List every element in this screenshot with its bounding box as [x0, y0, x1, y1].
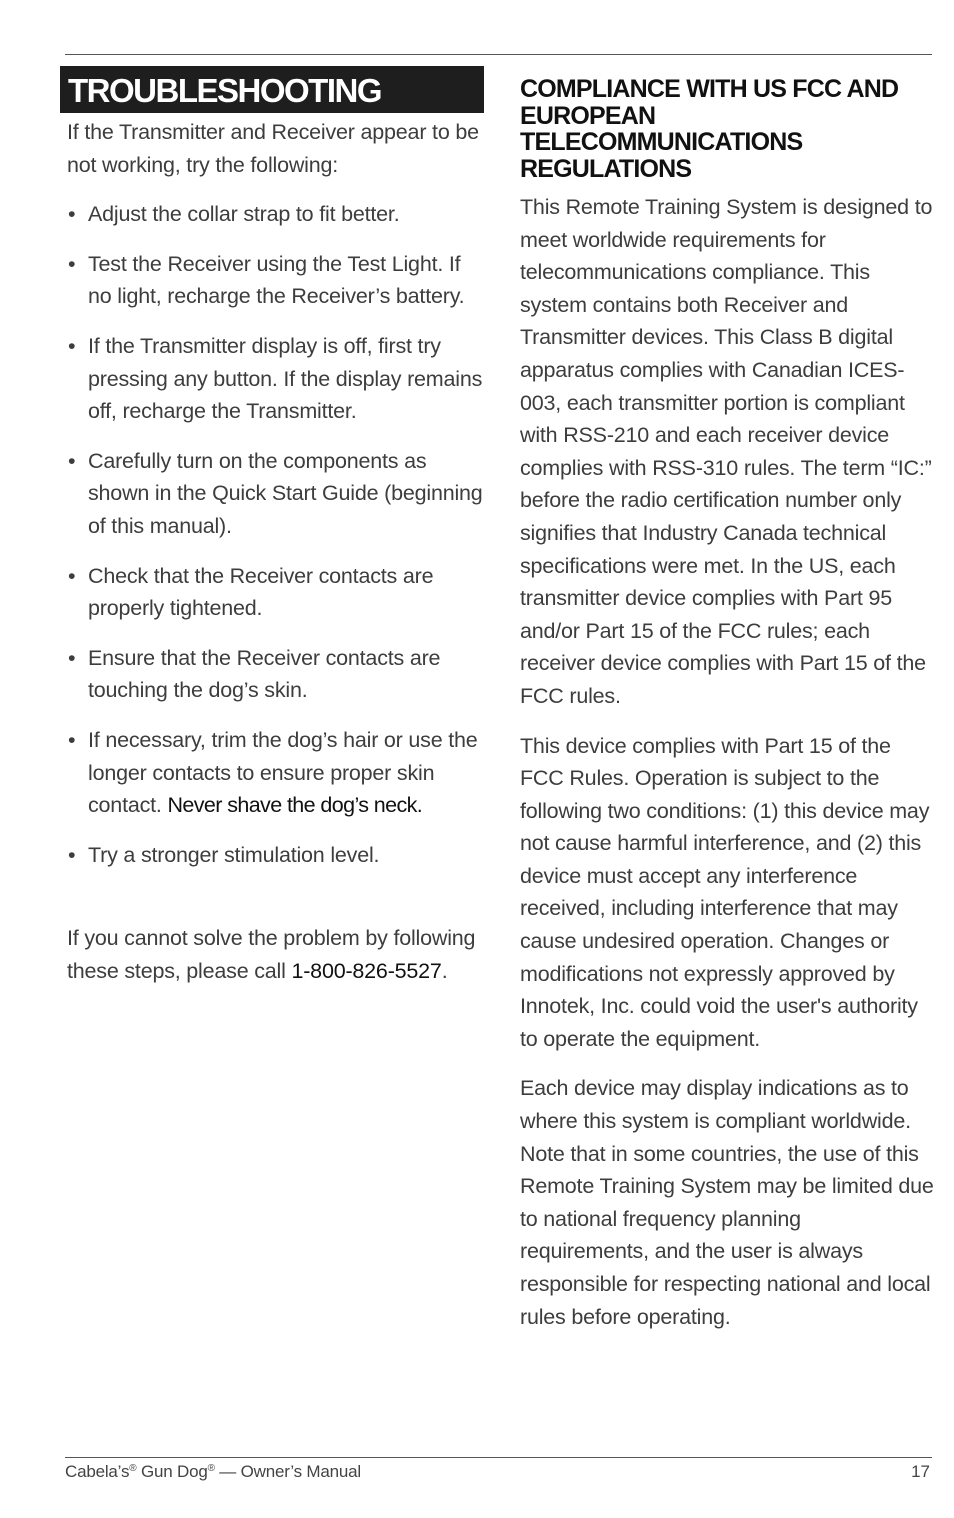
troubleshooting-list [67, 198, 484, 871]
support-paragraph [67, 922, 484, 987]
support-text-end: . [441, 958, 448, 983]
list-item: • Carefully turn on the components as shown in the Quick Start Guide (beginning of this manual). [67, 445, 484, 543]
page-number: 17 [911, 1462, 930, 1481]
compliance-paragraph: This device complies with Part 15 of the FCC Rules. Operation is subject to the following two conditions: (1) this device may not cause harmful interference, and (2) this device must accept any interference received, including interference that may cause undesired operation. Changes or modifications not expressly approved by Innotek, Inc. could void the user's authority to operate the equipment. [520, 733, 930, 1051]
footer-product: Gun Dog [136, 1462, 208, 1481]
support-text: If you cannot solve the problem by following these steps, please call [67, 926, 476, 983]
list-item: • If the Transmitter display is off, first try pressing any button. If the display remains off, recharge the Transmitter. [67, 330, 484, 428]
list-item: • Ensure that the Receiver contacts are touching the dog’s skin. [67, 642, 484, 707]
support-phone-number: 1-800-826-5527 [291, 958, 442, 983]
compliance-paragraph: Each device may display indications as to where this system is compliant worldwide. Note that in some countries, the use of this Remote Training System may be limited due to national frequency planning requirements, and the user is always responsible for respecting national and local rules before operating. [520, 1076, 934, 1329]
compliance-paragraph: This Remote Training System is designed to meet worldwide requirements for telecommunications compliance. This system contains both Receiver and Transmitter devices. This Class B digital apparatus complies with Canadian ICES-003, each transmitter portion is compliant with RSS-210 and each receiver device complies with RSS-310 rules. The term “IC:” before the radio certification number only signifies that Industry Canada technical specifications were met. In the US, each transmitter device complies with Part 95 and/or Part 15 of the FCC rules; each receiver device complies with Part 15 of the FCC rules. [520, 195, 933, 708]
bottom-rule [65, 1457, 932, 1458]
troubleshooting-column [60, 66, 484, 987]
footer-manual-label: — Owner’s Manual [214, 1462, 361, 1481]
compliance-heading: COMPLIANCE WITH US FCC AND EUROPEAN TELECOMMUNICATIONS REGULATIONS [520, 75, 899, 183]
list-item-text: If necessary, trim the dog’s hair or use the longer contacts to ensure proper skin contact. [88, 727, 478, 818]
registered-mark: ® [129, 1463, 137, 1474]
warning-text: Never shave the dog’s neck. [167, 793, 423, 818]
registered-mark: ® [207, 1463, 215, 1474]
compliance-column [520, 74, 934, 1350]
top-rule [65, 54, 932, 55]
footer-brand: Cabela’s [65, 1462, 130, 1481]
troubleshooting-intro: If the Transmitter and Receiver appear to be not working, try the following: [67, 120, 479, 177]
list-item [67, 724, 484, 822]
list-item: • Adjust the collar strap to fit better. [67, 198, 484, 231]
troubleshooting-banner: TROUBLESHOOTING [60, 66, 484, 113]
list-item: • Try a stronger stimulation level. [67, 839, 484, 872]
footer-title [65, 1462, 361, 1482]
list-item: • Check that the Receiver contacts are properly tightened. [67, 560, 484, 625]
list-item: • Test the Receiver using the Test Light. If no light, recharge the Receiver’s battery. [67, 248, 484, 313]
